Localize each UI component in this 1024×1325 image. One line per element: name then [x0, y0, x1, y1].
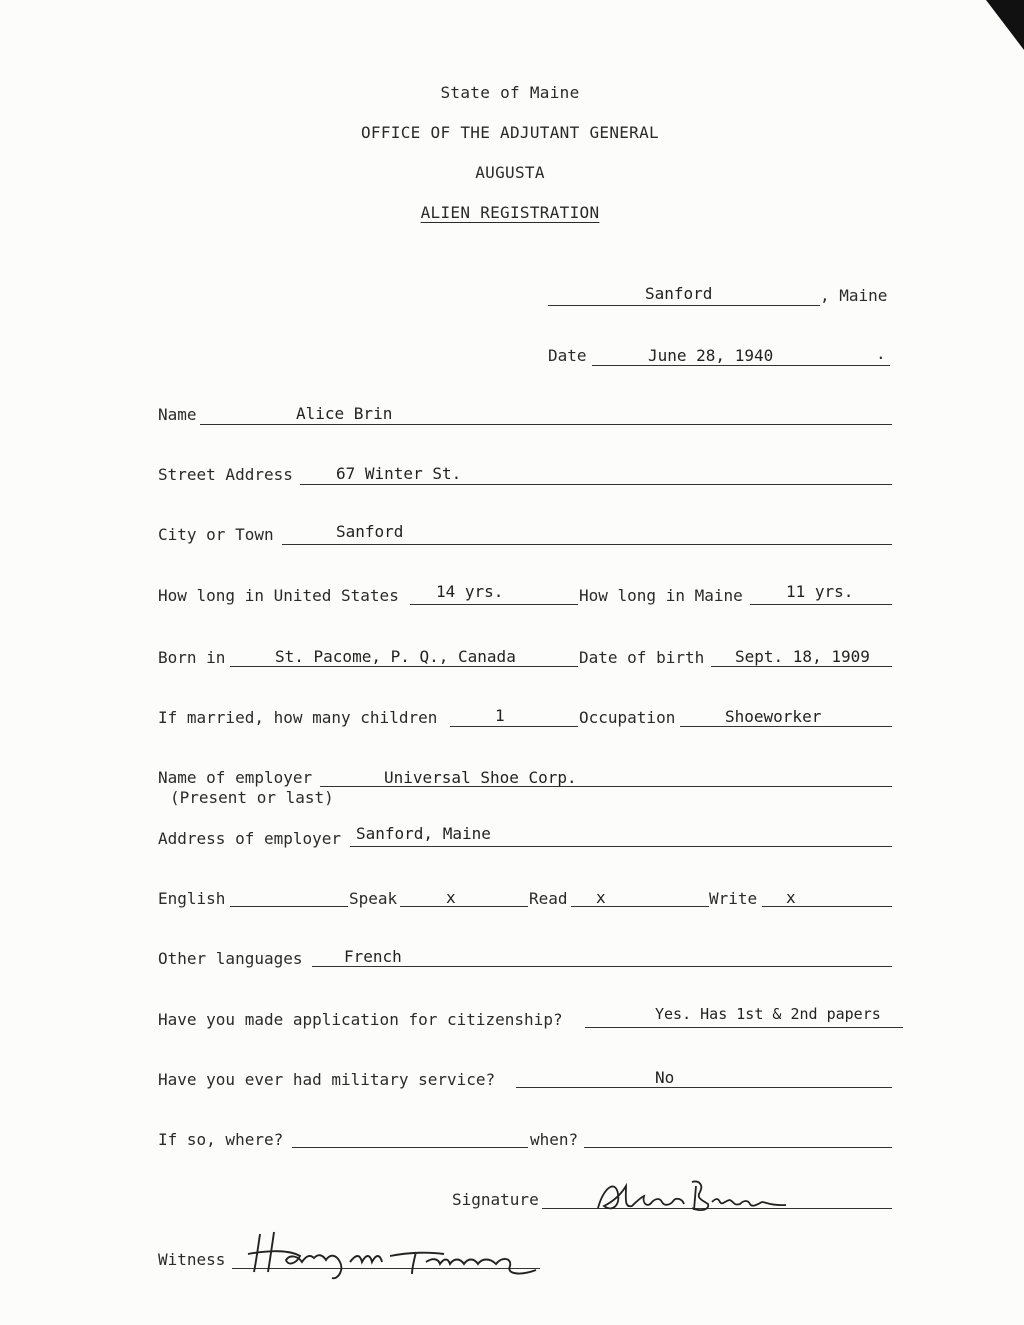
children-line: [450, 726, 578, 727]
how-long-maine-line: [750, 604, 892, 605]
citizenship-value[interactable]: Yes. Has 1st & 2nd papers: [655, 1005, 881, 1023]
date-of-birth-line: [711, 666, 892, 667]
occupation-label: Occupation: [579, 708, 676, 727]
occupation-line: [680, 726, 892, 727]
where-line: [292, 1147, 528, 1148]
write-value[interactable]: x: [786, 888, 796, 907]
how-long-us-value[interactable]: 14 yrs.: [436, 582, 504, 601]
name-line: [200, 424, 892, 425]
speak-value[interactable]: x: [446, 888, 456, 907]
military-line: [516, 1087, 892, 1088]
folded-corner: [986, 0, 1024, 50]
employer-label: Name of employer: [158, 768, 313, 787]
how-long-us-label: How long in United States: [158, 586, 399, 605]
town-value[interactable]: Sanford: [645, 284, 713, 303]
name-value[interactable]: Alice Brin: [296, 404, 393, 423]
date-end-mark: .: [876, 344, 886, 363]
where-label: If so, where?: [158, 1130, 284, 1149]
header-city: AUGUSTA: [475, 163, 545, 182]
other-languages-value[interactable]: French: [344, 947, 402, 966]
city-label: City or Town: [158, 525, 274, 544]
citizenship-label: Have you made application for citizenship?: [158, 1010, 563, 1029]
occupation-value[interactable]: Shoeworker: [725, 707, 822, 726]
english-line: [230, 906, 348, 907]
military-value[interactable]: No: [655, 1068, 675, 1087]
born-in-value[interactable]: St. Pacome, P. Q., Canada: [275, 647, 516, 666]
employer-sublabel: (Present or last): [170, 788, 334, 807]
military-label: Have you ever had military service?: [158, 1070, 496, 1089]
read-value[interactable]: x: [596, 888, 606, 907]
town-line: [548, 305, 820, 306]
street-address-line: [300, 484, 892, 485]
born-in-line: [230, 666, 578, 667]
speak-line: [400, 906, 528, 907]
citizenship-line: [585, 1027, 903, 1028]
when-line: [584, 1147, 892, 1148]
employer-value[interactable]: Universal Shoe Corp.: [384, 768, 577, 787]
witness-label: Witness: [158, 1250, 226, 1269]
other-languages-line: [312, 966, 892, 967]
name-label: Name: [158, 405, 197, 424]
children-label: If married, how many children: [158, 708, 438, 727]
form-title: ALIEN REGISTRATION: [420, 203, 600, 222]
signature-handwriting: [590, 1172, 800, 1220]
street-address-label: Street Address: [158, 465, 293, 484]
witness-handwriting: [240, 1226, 550, 1282]
write-line: [762, 906, 892, 907]
children-value[interactable]: 1: [495, 706, 505, 725]
english-label: English: [158, 889, 226, 908]
state-label: , Maine: [820, 286, 888, 305]
header-office: OFFICE OF THE ADJUTANT GENERAL: [361, 123, 659, 142]
date-of-birth-label: Date of birth: [579, 648, 705, 667]
employer-address-label: Address of employer: [158, 829, 342, 848]
date-value[interactable]: June 28, 1940: [648, 346, 774, 365]
write-label: Write: [709, 889, 758, 908]
speak-label: Speak: [349, 889, 398, 908]
how-long-maine-value[interactable]: 11 yrs.: [786, 582, 854, 601]
born-in-label: Born in: [158, 648, 226, 667]
date-label: Date: [548, 346, 587, 365]
city-value[interactable]: Sanford: [336, 522, 404, 541]
employer-address-value[interactable]: Sanford, Maine: [356, 824, 491, 843]
how-long-us-line: [410, 604, 578, 605]
read-line: [571, 906, 709, 907]
signature-label: Signature: [452, 1190, 539, 1209]
date-of-birth-value[interactable]: Sept. 18, 1909: [735, 647, 870, 666]
when-label: when?: [530, 1130, 579, 1149]
street-address-value[interactable]: 67 Winter St.: [336, 464, 462, 483]
employer-address-line: [350, 846, 892, 847]
date-line: [592, 365, 890, 366]
how-long-maine-label: How long in Maine: [579, 586, 743, 605]
read-label: Read: [529, 889, 568, 908]
city-line: [282, 544, 892, 545]
header-state: State of Maine: [440, 83, 580, 102]
other-languages-label: Other languages: [158, 949, 303, 968]
